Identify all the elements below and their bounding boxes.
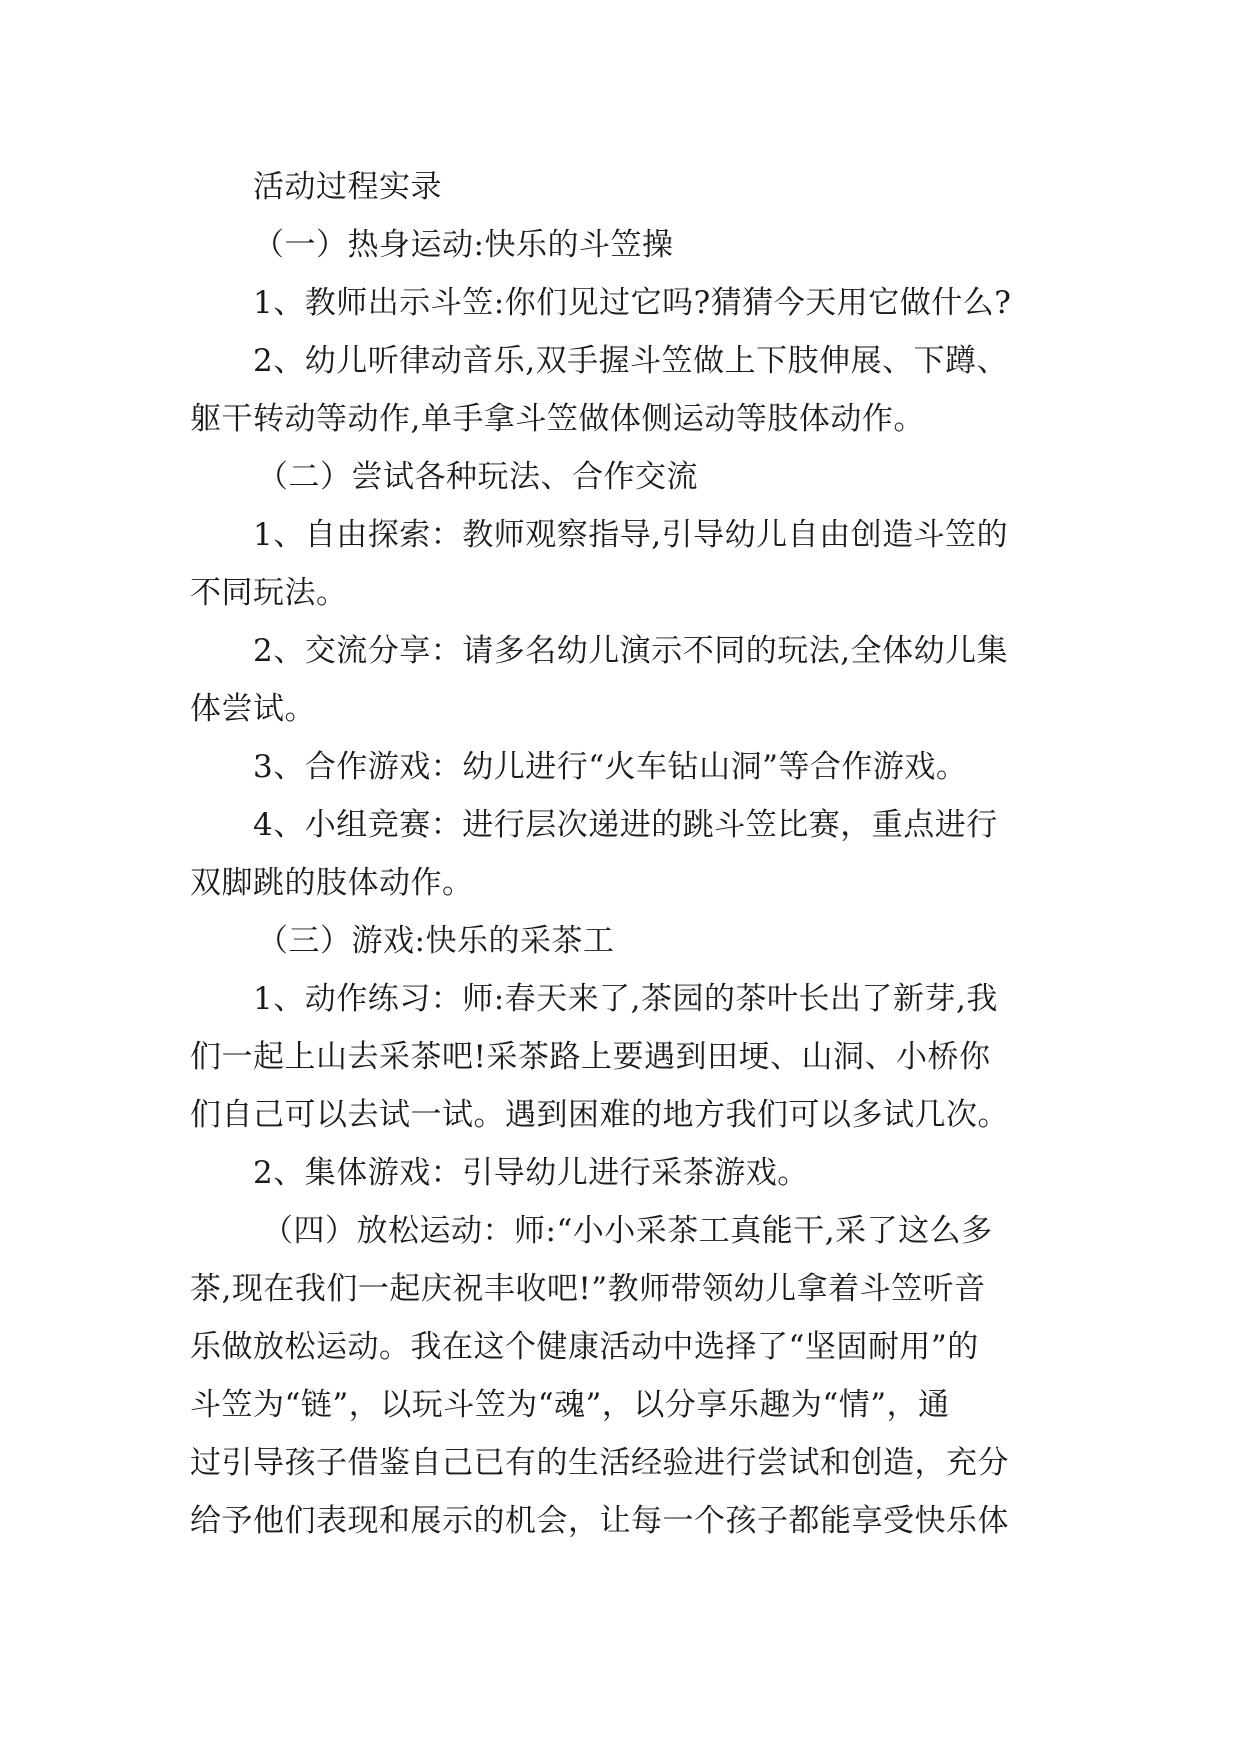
heading-warmup: （一）热身运动:快乐的斗笠操: [253, 227, 674, 263]
paragraph-line: 双脚跳的肢体动作。: [190, 865, 474, 901]
paragraph-line: 2、幼儿听律动音乐,双手握斗笠做上下肢伸展、下蹲、: [253, 343, 1009, 379]
paragraph-line: 4、小组竞赛：进行层次递进的跳斗笠比赛，重点进行: [253, 807, 998, 843]
document-body: [190, 158, 1070, 1550]
paragraph-line: 过引导孩子借鉴自己已有的生活经验进行尝试和创造，充分: [190, 1445, 1009, 1481]
paragraph-line: 们自己可以去试一试。遇到困难的地方我们可以多试几次。: [190, 1097, 1009, 1133]
paragraph-line: 1、自由探索：教师观察指导,引导幼儿自由创造斗笠的: [253, 517, 1009, 553]
section-title: 活动过程实录: [253, 169, 442, 205]
paragraph-line: 3、合作游戏：幼儿进行“火车钻山洞”等合作游戏。: [253, 749, 968, 785]
paragraph-line: 2、集体游戏：引导幼儿进行采茶游戏。: [253, 1155, 809, 1191]
paragraph-line: 们一起上山去采茶吧!采茶路上要遇到田埂、山洞、小桥你: [190, 1039, 991, 1075]
paragraph-line: 乐做放松运动。我在这个健康活动中选择了“坚固耐用”的: [190, 1329, 979, 1365]
paragraph-line: 2、交流分享：请多名幼儿演示不同的玩法,全体幼儿集: [253, 633, 1009, 669]
heading-relax: （四）放松运动：师:“小小采茶工真能干,采了这么多: [262, 1213, 993, 1249]
heading-game: （三）游戏:快乐的采茶工: [257, 923, 615, 959]
paragraph-line: 斗笠为“链”，以玩斗笠为“魂”，以分享乐趣为“情”，通: [190, 1387, 950, 1423]
paragraph-line: 1、教师出示斗笠:你们见过它吗?猜猜今天用它做什么?: [253, 285, 1012, 321]
paragraph-line: 给予他们表现和展示的机会，让每一个孩子都能享受快乐体: [190, 1503, 1009, 1539]
heading-explore: （二）尝试各种玩法、合作交流: [257, 459, 698, 495]
paragraph-line: 不同玩法。: [190, 575, 348, 611]
paragraph-line: 体尝试。: [190, 691, 316, 727]
paragraph-line: 躯干转动等动作,单手拿斗笠做体侧运动等肢体动作。: [190, 401, 925, 437]
paragraph-line: 1、动作练习：师:春天来了,茶园的茶叶长出了新芽,我: [253, 981, 998, 1017]
paragraph-line: 茶,现在我们一起庆祝丰收吧!”教师带领幼儿拿着斗笠听音: [190, 1271, 986, 1307]
